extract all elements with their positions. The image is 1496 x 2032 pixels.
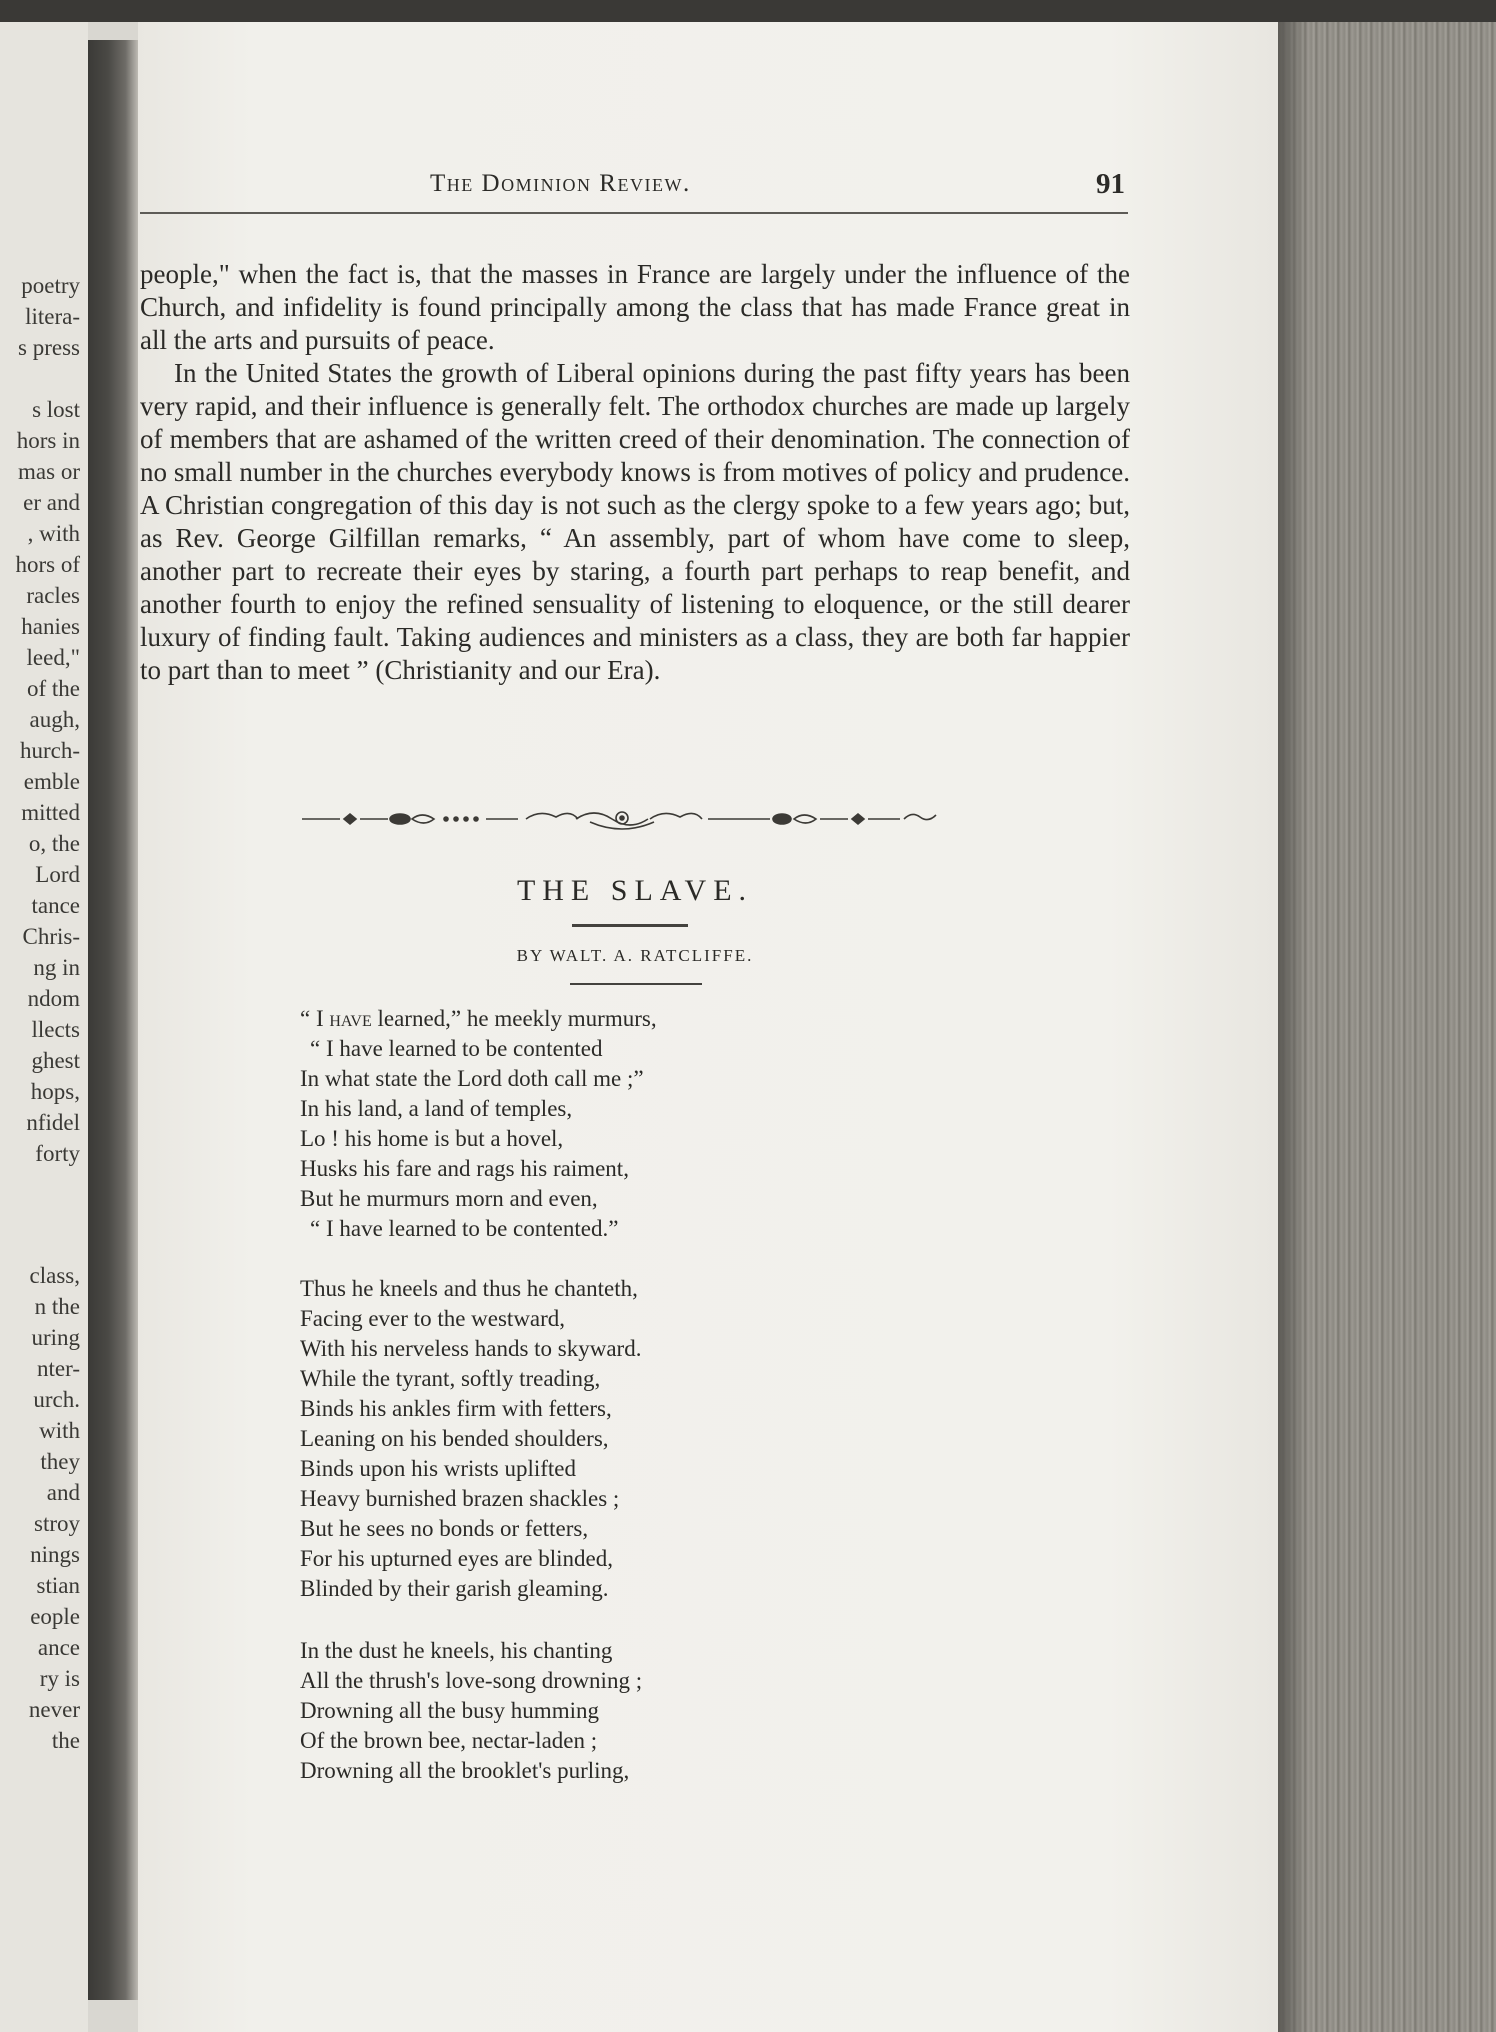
facing-page-fragment: ndom [27, 986, 80, 1011]
scan-top-band [0, 0, 1496, 22]
body-text [140, 258, 1130, 687]
facing-page-fragment: n the [34, 1294, 80, 1319]
facing-page-fragment: , with [27, 521, 80, 546]
poem-line: In what state the Lord doth call me ;” [300, 1066, 644, 1091]
poem-line: Of the brown bee, nectar-laden ; [300, 1728, 598, 1753]
facing-page-fragment: tance [31, 893, 80, 918]
poem-line: In his land, a land of temples, [300, 1096, 573, 1121]
poem-stanza-3 [300, 1636, 1000, 1786]
ornamental-divider [300, 806, 945, 832]
facing-page-fragment: and [46, 1480, 80, 1505]
poem-line: Binds his ankles firm with fetters, [300, 1396, 612, 1421]
facing-page-fragment: with [39, 1418, 80, 1443]
facing-page-fragment: hops, [30, 1079, 80, 1104]
poem-line: Drowning all the busy humming [300, 1698, 599, 1723]
facing-page-fragment: nings [30, 1542, 80, 1567]
book-page-edges [1278, 22, 1496, 2032]
poem-line: But he sees no bonds or fetters, [300, 1516, 589, 1541]
poem-stanza-2 [300, 1274, 1000, 1604]
facing-page-text-top [15, 270, 80, 1169]
poem-line: But he murmurs morn and even, [300, 1186, 598, 1211]
poem-line: Lo ! his home is but a hovel, [300, 1126, 564, 1151]
header-rule [140, 212, 1128, 214]
facing-page-fragment: hurch- [19, 738, 80, 763]
poem-line: Heavy burnished brazen shackles ; [300, 1486, 620, 1511]
facing-page-fragment: poetry [21, 273, 80, 298]
facing-page-fragment: forty [35, 1141, 80, 1166]
poem-line: Thus he kneels and thus he chanteth, [300, 1276, 638, 1301]
facing-page-text-bottom [29, 1260, 80, 1756]
facing-page-fragment: s lost [32, 397, 80, 422]
poem-byline: BY WALT. A. RATCLIFFE. [516, 946, 754, 965]
poem-title: THE SLAVE. [516, 874, 754, 907]
poem-line: “ I have learned to be contented [310, 1036, 603, 1061]
opening-rest: learned,” he meekly murmurs, [371, 1006, 657, 1031]
facing-page-fragment: urch. [33, 1387, 80, 1412]
facing-page-fragment: the [51, 1728, 80, 1753]
title-rule [572, 924, 688, 927]
facing-page-fragment: mas or [18, 459, 80, 484]
poem-line: Leaning on his bended shoulders, [300, 1426, 609, 1451]
facing-page-fragment: ance [37, 1635, 80, 1660]
poem-line: Husks his fare and rags his raiment, [300, 1156, 629, 1181]
facing-page-fragment: litera- [25, 304, 80, 329]
facing-page-fragment: ng in [33, 955, 80, 980]
facing-page [0, 22, 88, 2032]
facing-page-fragment [15, 363, 80, 394]
poem-stanza-1 [300, 1004, 1000, 1244]
poem-line: Blinded by their garish gleaming. [300, 1576, 609, 1601]
running-head [430, 170, 691, 198]
facing-page-fragment: stian [36, 1573, 80, 1598]
facing-page-fragment: class, [29, 1263, 80, 1288]
facing-page-fragment: stroy [34, 1511, 80, 1536]
facing-page-fragment: Chris- [22, 924, 80, 949]
facing-page-fragment: of the [26, 676, 80, 701]
page-edge-shadow [1278, 22, 1308, 2032]
facing-page-fragment: nter- [37, 1356, 80, 1381]
facing-page-fragment: mitted [21, 800, 80, 825]
byline-rule [570, 983, 702, 985]
poem-line: In the dust he kneels, his chanting [300, 1638, 613, 1663]
paragraph: people," when the fact is, that the masses in France are largely under the influence of the Church, and infidelity is found principally among the class that has made France great in all the arts and pursuits of peace. [140, 259, 1130, 355]
facing-page-fragment: er and [23, 490, 80, 515]
opening-quote: “ I [300, 1006, 330, 1031]
facing-page-fragment: hors of [15, 552, 80, 577]
book-gutter [88, 40, 138, 2000]
facing-page-fragment: hors in [16, 428, 80, 453]
opening-small-caps: have [329, 1006, 372, 1031]
poem-line: For his upturned eyes are blinded, [300, 1546, 613, 1571]
facing-page-fragment: Lord [35, 862, 80, 887]
poem-line: While the tyrant, softly treading, [300, 1366, 601, 1391]
facing-page-fragment: augh, [29, 707, 80, 732]
facing-page-fragment: ry is [39, 1666, 80, 1691]
facing-page-fragment: leed," [26, 645, 80, 670]
facing-page-fragment: eople [30, 1604, 80, 1629]
poem-line [300, 1004, 1000, 1034]
running-title: The Dominion Review. [430, 170, 691, 197]
poem-line: Facing ever to the westward, [300, 1306, 566, 1331]
facing-page-fragment: uring [31, 1325, 80, 1350]
facing-page-fragment: racles [26, 583, 80, 608]
poem-line: With his nerveless hands to skyward. [300, 1336, 642, 1361]
facing-page-fragment: o, the [28, 831, 80, 856]
poem-line: Binds upon his wrists uplifted [300, 1456, 577, 1481]
facing-page-fragment: emble [23, 769, 80, 794]
facing-page-fragment: llects [31, 1017, 80, 1042]
facing-page-fragment: nfidel [26, 1110, 80, 1135]
page-number: 91 [1096, 168, 1125, 200]
facing-page-fragment: they [40, 1449, 80, 1474]
facing-page-fragment: ghest [31, 1048, 80, 1073]
poem-line: All the thrush's love-song drowning ; [300, 1668, 643, 1693]
paragraph: In the United States the growth of Liberal opinions during the past fifty years has been very rapid, and their influence is generally felt. The orthodox churches are made up largely of members that are ashamed of the written creed of their denomination. The connection of no small number in the churches everybody knows is from motives of policy and prudence. A Christian congregation of this day is not such as the clergy spoke to a few years ago; but, as Rev. George Gilfillan remarks, “ An assembly, part of whom have come to sleep, another part to recreate their eyes by staring, a fourth part perhaps to reap benefit, and another fourth to enjoy the refined sensuality of listening to eloquence, or the still dearer luxury of finding fault. Taking audiences and ministers as a class, they are both far happier to part than to meet ” (Christianity and our Era). [140, 358, 1130, 685]
facing-page-fragment: never [28, 1697, 80, 1722]
poem-line: Drowning all the brooklet's purling, [300, 1758, 630, 1783]
facing-page-fragment: s press [18, 335, 80, 360]
facing-page-fragment: hanies [21, 614, 80, 639]
poem-line: “ I have learned to be contented.” [310, 1216, 619, 1241]
